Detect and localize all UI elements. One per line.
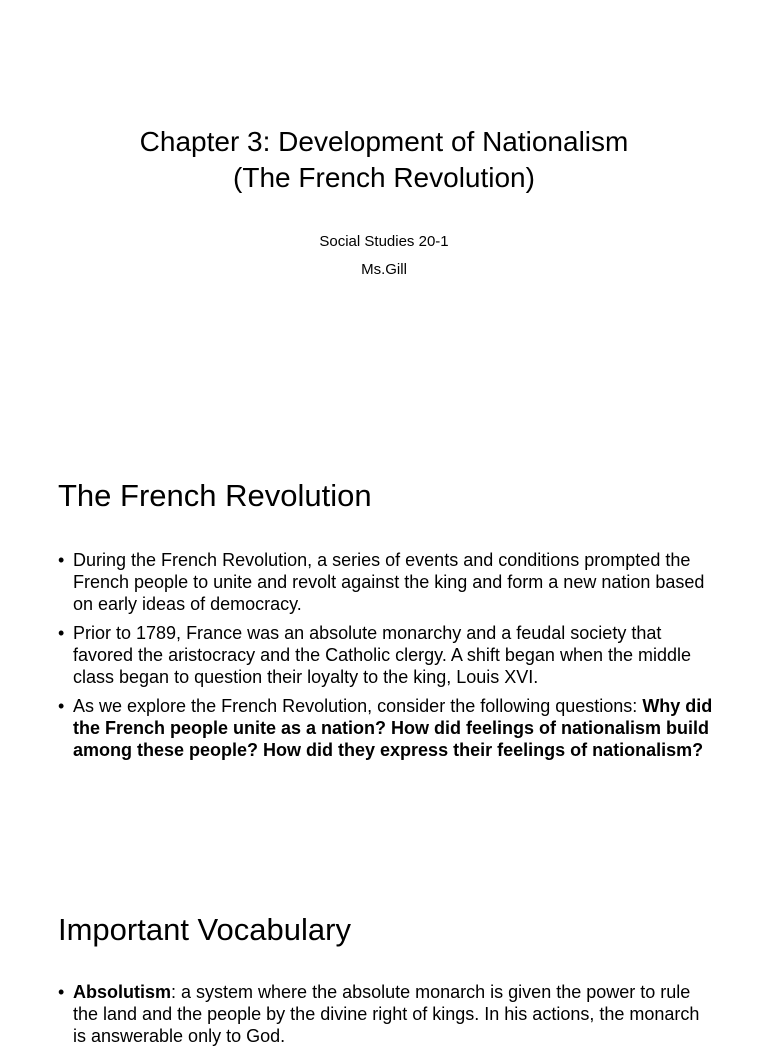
- french-revolution-slide: [0, 432, 768, 864]
- vocabulary-term: Absolutism: [73, 982, 172, 1002]
- bullet-list: [58, 981, 713, 1054]
- slide-heading: Important Vocabulary: [58, 912, 351, 947]
- bullet-list: [58, 549, 713, 768]
- bullet-item: [58, 695, 713, 761]
- title-slide: [0, 0, 768, 432]
- bullet-item: • During the French Revolution, a series of events and conditions prompted the French people to unite and revolt against the king and form a new nation based on early ideas of democracy.: [58, 549, 713, 615]
- slide-subtitle: [0, 228, 768, 284]
- title-line-2: (The French Revolution): [233, 162, 535, 193]
- vocabulary-slide: [0, 864, 768, 1046]
- bullet-bold-questions: Why did the French people unite as a nation? How did feelings of nationalism build among these people? How did they express their feelings of nationalism?: [73, 696, 713, 760]
- slide-heading: The French Revolution: [58, 478, 372, 513]
- bullet-item: • Prior to 1789, France was an absolute monarchy and a feudal society that favored the aristocracy and the Catholic clergy. A shift began when the middle class began to question their loyalty to the king, Louis XVI.: [58, 622, 713, 688]
- teacher-name: Ms.Gill: [361, 261, 407, 278]
- slide-title: [0, 124, 768, 196]
- vocabulary-definition: : a system where the absolute monarch is given the power to rule the land and the people by the divine right of kings. In his actions, the monarch is answerable only to God.: [73, 982, 700, 1046]
- title-line-1: Chapter 3: Development of Nationalism: [139, 126, 629, 157]
- bullet-item: [58, 981, 713, 1047]
- course-name: Social Studies 20-1: [319, 233, 449, 250]
- bullet-text: As we explore the French Revolution, consider the following questions:: [73, 696, 643, 716]
